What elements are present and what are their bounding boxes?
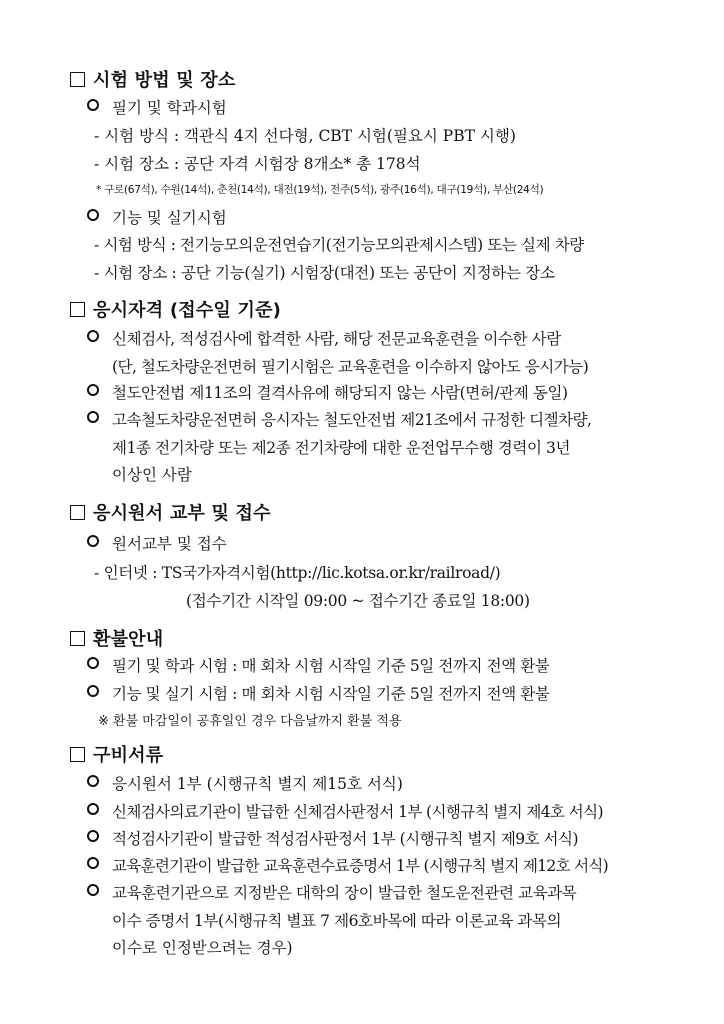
checkbox-square-icon xyxy=(70,302,85,317)
circle-bullet-icon xyxy=(86,98,102,114)
circle-bullet-icon xyxy=(86,856,102,872)
detail-text: - 시험 방식 : 객관식 4지 선다형, CBT 시험(필요시 PBT 시행) xyxy=(94,127,516,145)
circle-bullet-icon xyxy=(86,208,102,224)
bullet-text: 원서교부 및 접수 xyxy=(112,535,227,553)
bullet-text: 기능 및 실기시험 xyxy=(112,209,227,227)
circle-bullet-icon xyxy=(86,829,102,845)
circle-bullet-icon xyxy=(86,656,102,672)
bullet-text-cont: 이수로 인정받으려는 경우) xyxy=(112,939,293,957)
bullet-text: 철도안전법 제11조의 결격사유에 해당되지 않는 사람(면허/관제 동일) xyxy=(112,384,568,402)
circle-bullet-icon xyxy=(86,802,102,818)
section-heading-documents xyxy=(70,741,163,767)
section-title: 환불안내 xyxy=(93,629,164,650)
circle-bullet-icon xyxy=(86,383,102,399)
bullet-text: 필기 및 학과시험 xyxy=(112,99,227,117)
bullet-text: 교육훈련기관이 발급한 교육훈련수료증명서 1부 (시행규칙 별지 제12호 서식) xyxy=(112,857,608,875)
checkbox-square-icon xyxy=(70,72,85,87)
circle-bullet-icon xyxy=(86,684,102,700)
checkbox-square-icon xyxy=(70,747,85,762)
note-text: ※ 환불 마감일이 공휴일인 경우 다음날까지 환불 적용 xyxy=(98,714,402,729)
section-title: 응시원서 교부 및 접수 xyxy=(93,503,271,524)
bullet-text: 교육훈련기관으로 지정받은 대학의 장이 발급한 철도운전관련 교육과목 xyxy=(112,884,577,902)
bullet-text-cont: (단, 철도차량운전면허 필기시험은 교육훈련을 이수하지 않아도 응시가능) xyxy=(112,358,589,376)
circle-bullet-icon xyxy=(86,534,102,550)
checkbox-square-icon xyxy=(70,631,85,646)
section-title: 구비서류 xyxy=(93,745,164,766)
circle-bullet-icon xyxy=(86,774,102,790)
detail-text: - 시험 장소 : 공단 기능(실기) 시험장(대전) 또는 공단이 지정하는 장소 xyxy=(94,264,555,282)
footnote-text: * 구로(67석), 수원(14석), 춘천(14석), 대전(19석), 전주(5석), 광주(16석), 대구(19석), 부산(24석) xyxy=(96,184,544,196)
bullet-text: 고속철도차량운전면허 응시자는 철도안전법 제21조에서 규정한 디젤차량, xyxy=(112,411,592,429)
bullet-text: 기능 및 실기 시험 : 매 회차 시험 시작일 기준 5일 전까지 전액 환불 xyxy=(112,685,550,703)
bullet-text: 신체검사의료기관이 발급한 신체검사판정서 1부 (시행규칙 별지 제4호 서식) xyxy=(112,803,603,821)
section-heading-application xyxy=(70,499,271,525)
detail-text: - 시험 방식 : 전기능모의운전연습기(전기능모의관제시스템) 또는 실제 차량 xyxy=(94,236,584,254)
section-title: 응시자격 (접수일 기준) xyxy=(93,300,282,321)
circle-bullet-icon xyxy=(86,329,102,345)
bullet-text: 적성검사기관이 발급한 적성검사판정서 1부 (시행규칙 별지 제9호 서식) xyxy=(112,830,579,848)
bullet-text-cont: 이수 증명서 1부(시행규칙 별표 7 제6호바목에 따라 이론교육 과목의 xyxy=(112,912,562,930)
detail-text-link[interactable]: - 인터넷 : TS국가자격시험(http://lic.kotsa.or.kr/railroad/) xyxy=(94,564,501,582)
bullet-text-cont: 이상인 사람 xyxy=(112,466,192,484)
section-heading-refund xyxy=(70,625,163,651)
detail-text: - 시험 장소 : 공단 자격 시험장 8개소* 총 178석 xyxy=(94,155,421,173)
checkbox-square-icon xyxy=(70,505,85,520)
section-heading-eligibility xyxy=(70,296,281,322)
detail-text: (접수기간 시작일 09:00 ~ 접수기간 종료일 18:00) xyxy=(186,592,530,610)
circle-bullet-icon xyxy=(86,410,102,426)
section-title: 시험 방법 및 장소 xyxy=(93,70,236,91)
bullet-text: 응시원서 1부 (시행규칙 별지 제15호 서식) xyxy=(112,775,403,793)
bullet-text: 필기 및 학과 시험 : 매 회차 시험 시작일 기준 5일 전까지 전액 환불 xyxy=(112,657,550,675)
bullet-text: 신체검사, 적성검사에 합격한 사람, 해당 전문교육훈련을 이수한 사람 xyxy=(112,330,561,348)
circle-bullet-icon xyxy=(86,883,102,899)
section-heading-exam-method xyxy=(70,66,236,92)
bullet-text-cont: 제1종 전기차량 또는 제2종 전기차량에 대한 운전업무수행 경력이 3년 xyxy=(112,439,571,457)
